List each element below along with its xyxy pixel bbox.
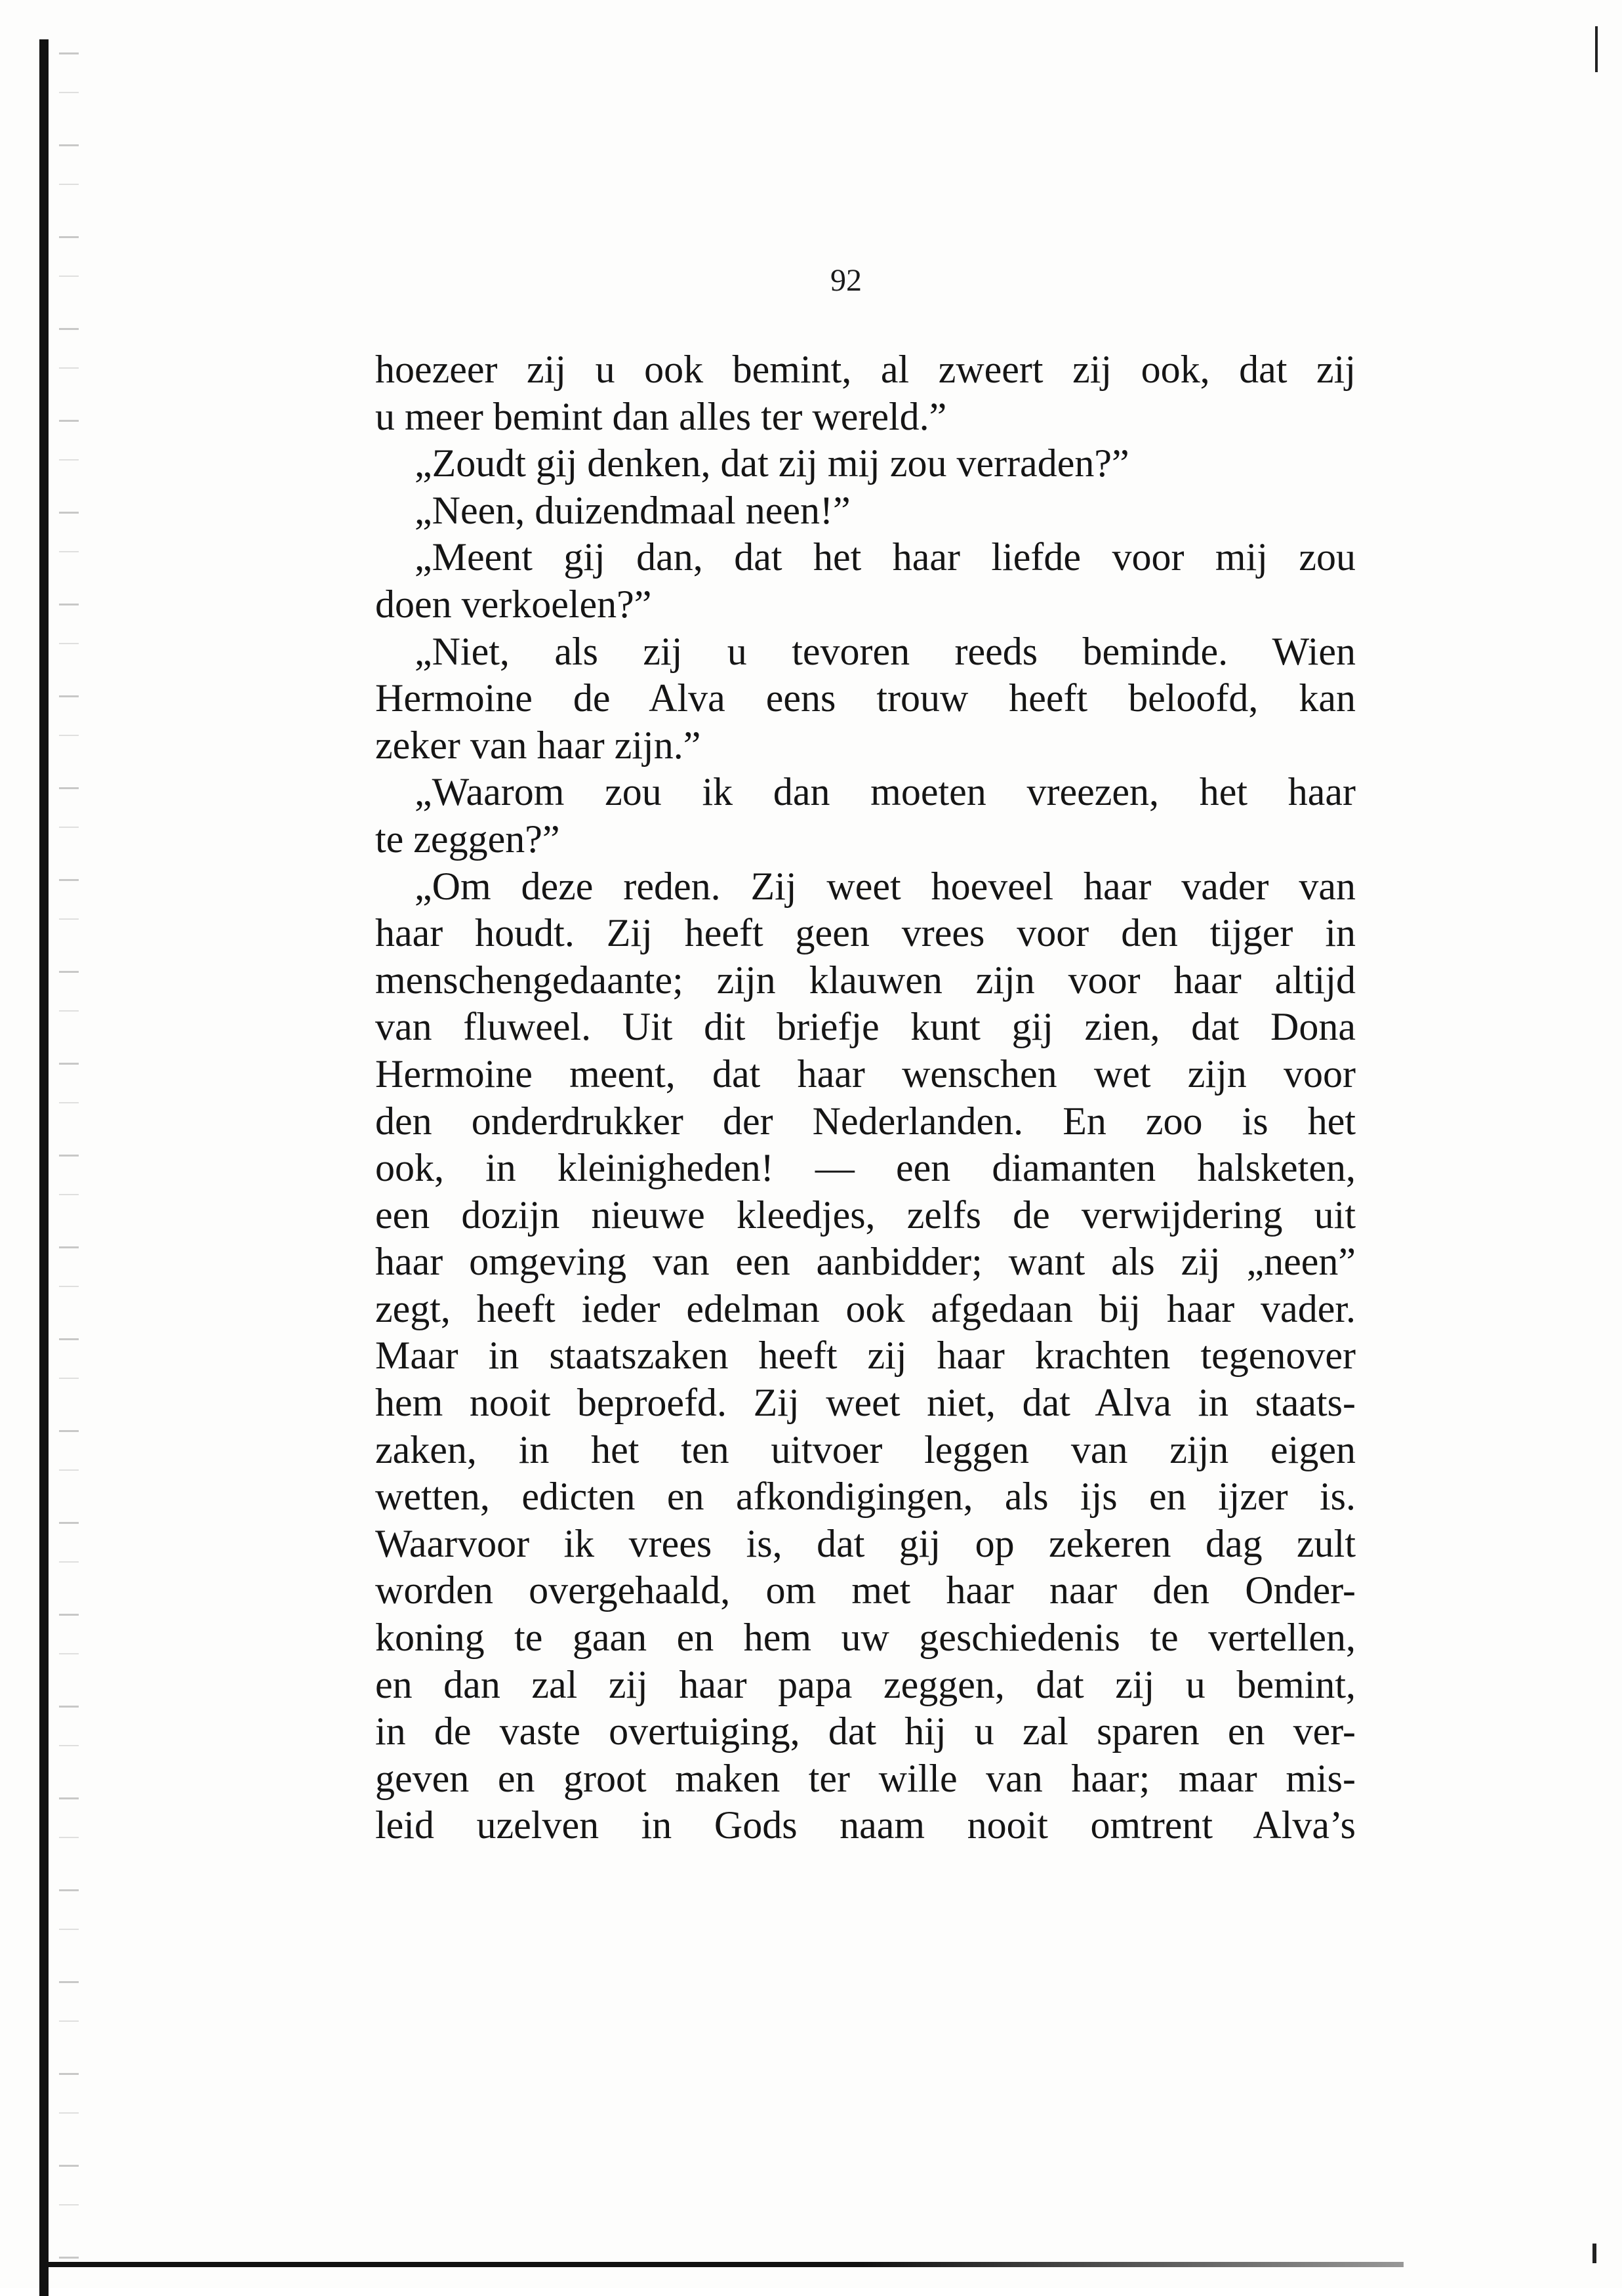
binding-edge-shadow: [39, 39, 49, 2296]
text-line: worden overgehaald, om met haar naar den Onder-: [375, 1568, 1356, 1612]
text-line: „Meent gij dan, dat het haar liefde voor mij zou: [415, 535, 1356, 579]
text-line: koning te gaan en hem uw geschiedenis te vertellen,: [375, 1616, 1356, 1660]
text-line: u meer bemint dan alles ter wereld.”: [375, 394, 947, 438]
text-line: zeker van haar zijn.”: [375, 723, 701, 767]
text-line: „Niet, als zij u tevoren reeds beminde. Wien: [415, 629, 1356, 673]
page-number: 92: [830, 263, 862, 298]
text-line: hem nooit beproefd. Zij weet niet, dat Alva in staats-: [375, 1381, 1356, 1425]
text-line: hoezeer zij u ook bemint, al zweert zij ook, dat zij: [375, 348, 1356, 391]
text-line: zaken, in het ten uitvoer leggen van zijn eigen: [375, 1427, 1356, 1471]
text-line: Hermoine de Alva eens trouw heeft beloofd, kan: [375, 676, 1356, 720]
text-line: den onderdrukker der Nederlanden. En zoo is het: [375, 1099, 1356, 1143]
body-text: [375, 346, 1356, 1849]
binding-edge-speckle: [59, 52, 79, 2270]
text-line: „Zoudt gij denken, dat zij mij zou verraden?”: [415, 441, 1129, 485]
text-line: haar omgeving van een aanbidder; want als zij „neen”: [375, 1240, 1356, 1284]
bottom-edge-shadow: [39, 2262, 1404, 2267]
text-line: en dan zal zij haar papa zeggen, dat zij u bemint,: [375, 1662, 1356, 1706]
text-line: Maar in staatszaken heeft zij haar krachten tegenover: [375, 1334, 1356, 1378]
right-edge-mark-bottom: [1592, 2244, 1596, 2263]
text-line: van fluweel. Uit dit briefje kunt gij zien, dat Dona: [375, 1005, 1356, 1049]
text-line: haar houdt. Zij heeft geen vrees voor den tijger in: [375, 911, 1356, 955]
text-line: geven en groot maken ter wille van haar; maar mis-: [375, 1756, 1356, 1800]
text-line: in de vaste overtuiging, dat hij u zal sparen en ver-: [375, 1710, 1356, 1753]
text-line: zegt, heeft ieder edelman ook afgedaan bij haar vader.: [375, 1286, 1356, 1330]
text-line: wetten, edicten en afkondigingen, als ijs en ijzer is.: [375, 1475, 1356, 1519]
right-edge-mark-top: [1595, 26, 1598, 72]
text-line: Waarvoor ik vrees is, dat gij op zekeren dag zult: [375, 1521, 1356, 1565]
text-line: „Neen, duizendmaal neen!”: [415, 488, 851, 532]
text-line: „Waarom zou ik dan moeten vreezen, het haar: [415, 770, 1356, 814]
text-line: te zeggen?”: [375, 817, 560, 861]
text-line: „Om deze reden. Zij weet hoeveel haar vader van: [415, 864, 1356, 908]
text-line: ook, in kleinigheden! — een diamanten halsketen,: [375, 1146, 1356, 1190]
text-line: menschengedaante; zijn klauwen zijn voor haar altijd: [375, 958, 1356, 1002]
text-line: een dozijn nieuwe kleedjes, zelfs de verwijdering uit: [375, 1193, 1356, 1237]
text-line: Hermoine meent, dat haar wenschen wet zijn voor: [375, 1052, 1356, 1096]
text-line: doen verkoelen?”: [375, 582, 652, 626]
text-line: leid uzelven in Gods naam nooit omtrent Alva’s: [375, 1803, 1356, 1847]
